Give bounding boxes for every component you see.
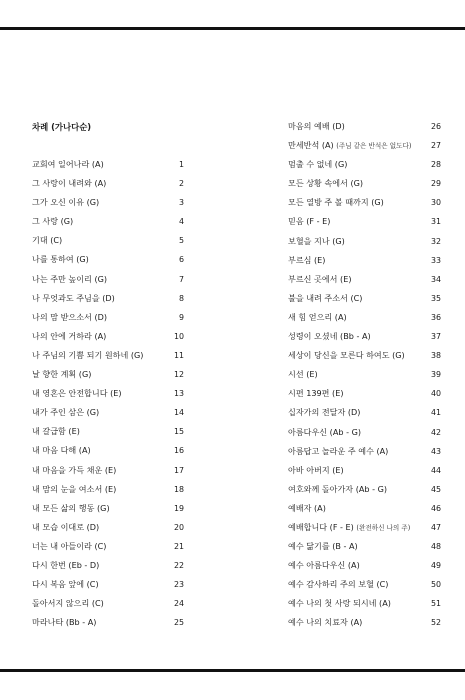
toc-entry (32, 346, 184, 365)
toc-entry-title-text: 나를 통하여 (G) (32, 254, 89, 265)
toc-entry-title (32, 231, 62, 250)
toc-entry (32, 403, 184, 422)
toc-entry (32, 441, 184, 460)
toc-entry (32, 270, 184, 289)
toc-entry-title (32, 174, 106, 193)
toc-entry-title (32, 346, 143, 365)
toc-entry-title (32, 499, 110, 518)
toc-entry-page: 46 (430, 503, 441, 513)
toc-entry (288, 480, 441, 499)
toc-entry-title-text: 날 향한 계획 (G) (32, 369, 92, 380)
toc-entry-page: 27 (430, 141, 441, 151)
toc-entry-page: 44 (430, 465, 441, 475)
toc-entry-page: 8 (178, 293, 184, 303)
toc-entry-title-text: 만세반석 (A) (288, 140, 334, 151)
toc-entry-title (288, 365, 318, 384)
toc-entry-note: (주님 같은 반석은 없도다) (336, 142, 412, 151)
toc-entry-title-text: 아름답고 놀라운 주 예수 (A) (288, 445, 389, 456)
toc-entry (288, 346, 441, 365)
toc-entry-title (288, 613, 362, 632)
toc-entry-title-text: 내 마음 다해 (A) (32, 445, 91, 456)
toc-entry-page: 13 (173, 389, 184, 399)
toc-entry-title-text: 나의 맘 받으소서 (D) (32, 311, 107, 322)
toc-entry-title-text: 내 마음을 가득 채운 (E) (32, 464, 117, 475)
toc-entry-page: 21 (173, 541, 184, 551)
toc-entry-title (288, 289, 362, 308)
toc-entry-title-text: 교회여 일어나라 (A) (32, 159, 104, 169)
toc-entry (32, 556, 184, 575)
toc-entry-title-text: 내가 주인 삼은 (G) (32, 407, 100, 418)
toc-entry (288, 155, 441, 174)
toc-entry-title-text: 여호와께 돌아가자 (Ab - G) (288, 483, 388, 494)
toc-entry-page: 26 (430, 122, 441, 131)
toc-entry-title (288, 537, 358, 556)
toc-entry-title (288, 174, 363, 193)
toc-entry-title (32, 384, 122, 403)
toc-entry-title (288, 384, 343, 403)
toc-entry-title (32, 422, 80, 441)
toc-entry (288, 270, 441, 289)
toc-entry (32, 461, 184, 480)
toc-entry (288, 232, 441, 251)
toc-entry-page: 23 (173, 580, 184, 590)
toc-entry-page: 33 (430, 255, 441, 265)
toc-entry (32, 594, 184, 613)
toc-entry-page: 50 (430, 580, 441, 590)
toc-entry (32, 308, 184, 327)
toc-entry-title-text: 나의 안에 거하라 (A) (32, 330, 107, 341)
toc-entry-page: 22 (173, 560, 184, 570)
toc-entry (288, 499, 441, 518)
toc-entry (32, 231, 184, 250)
toc-entry-page: 25 (173, 618, 184, 628)
toc-entry-title (32, 461, 116, 480)
toc-entry-title-text: 다시 복음 앞에 (C) (32, 579, 99, 590)
toc-entry-page: 31 (430, 217, 441, 227)
toc-entry (288, 575, 441, 594)
toc-entry-page: 35 (430, 293, 441, 303)
toc-entry-title-text: 그 사랑이 내려와 (A) (32, 178, 107, 189)
toc-entry-title (288, 270, 352, 289)
toc-entry-title (288, 251, 325, 270)
toc-entry-title (288, 403, 360, 422)
toc-entry-page: 20 (173, 522, 184, 532)
toc-entry-title (288, 117, 345, 136)
toc-entry-title-text: 믿음 (F - E) (288, 216, 331, 227)
toc-left-column (32, 155, 184, 632)
toc-entry-page: 24 (173, 599, 184, 609)
toc-entry (288, 289, 441, 308)
toc-entry (288, 327, 441, 346)
toc-entry-page: 14 (173, 408, 184, 418)
toc-entry-page: 7 (178, 274, 184, 284)
toc-entry-page: 10 (173, 331, 184, 341)
toc-entry (288, 117, 441, 136)
toc-entry (288, 442, 441, 461)
toc-entry-title-text: 너는 내 아들이라 (C) (32, 540, 107, 551)
toc-entry (288, 403, 441, 422)
toc-entry-title (288, 423, 361, 442)
toc-entry-page: 45 (430, 484, 441, 494)
toc-entry (32, 480, 184, 499)
toc-entry-title (288, 136, 411, 156)
toc-entry (288, 594, 441, 613)
toc-entry-title-text: 성령이 오셨네 (Bb - A) (288, 331, 371, 342)
toc-entry (288, 365, 441, 384)
toc-entry-title-text: 다시 한번 (Eb - D) (32, 559, 100, 570)
toc-entry-title (288, 327, 371, 346)
toc-entry-title (32, 155, 104, 174)
toc-entry-page: 5 (178, 236, 184, 246)
toc-entry-title (32, 403, 99, 422)
toc-entry-page: 18 (173, 484, 184, 494)
toc-entry (288, 537, 441, 556)
toc-entry-title (32, 289, 115, 308)
toc-entry-title-text: 예수 나의 첫 사랑 되시네 (A) (288, 598, 391, 609)
toc-entry (32, 289, 184, 308)
toc-entry-page: 30 (430, 198, 441, 208)
toc-entry (288, 174, 441, 193)
toc-entry-title (288, 594, 391, 613)
toc-entry-title-text: 예수 닮기를 (B - A) (288, 541, 358, 552)
toc-entry-title-text: 부르심 (E) (288, 254, 326, 265)
toc-entry-title (288, 480, 387, 499)
toc-entry-page: 32 (430, 236, 441, 246)
toc-entry (288, 212, 441, 231)
toc-entry-title-text: 세상이 당신을 모른다 하여도 (G) (288, 350, 405, 361)
toc-entry (288, 308, 441, 327)
toc-title: 차례 (가나다순) (32, 122, 92, 132)
toc-entry-page: 36 (430, 312, 441, 322)
toc-entry-title-text: 아름다우신 (Ab - G) (288, 426, 361, 437)
toc-entry-page: 1 (178, 160, 184, 169)
toc-entry-title (32, 365, 91, 384)
toc-entry (32, 174, 184, 193)
toc-entry-title-text: 예수 아름다우신 (A) (288, 560, 360, 571)
toc-entry-title-text: 불을 내려 주소서 (C) (288, 292, 363, 303)
toc-entry-title (32, 575, 99, 594)
toc-entry-page: 28 (430, 160, 441, 170)
toc-entry-title (32, 270, 107, 289)
toc-entry-title (288, 518, 410, 538)
toc-entry-title (32, 193, 99, 212)
toc-entry-title-text: 마음의 예배 (D) (288, 121, 345, 131)
toc-entry-title (32, 250, 89, 269)
toc-entry-title-text: 시선 (E) (288, 369, 318, 380)
toc-entry-title-text: 시편 139편 (E) (288, 388, 344, 399)
toc-entry-title-text: 아바 아버지 (E) (288, 464, 344, 475)
toc-entry (288, 136, 441, 155)
toc-entry-title-text: 나 주님의 기쁨 되기 원하네 (G) (32, 349, 144, 360)
toc-entry-title (288, 193, 384, 212)
toc-entry-title (32, 537, 106, 556)
toc-entry-title (32, 308, 107, 327)
toc-entry-page: 37 (430, 332, 441, 342)
toc-entry-page: 41 (430, 408, 441, 418)
toc-entry-page: 3 (178, 198, 184, 208)
toc-entry-title (32, 441, 91, 460)
toc-entry-title (32, 212, 73, 231)
toc-entry-page: 38 (430, 351, 441, 361)
top-rule (0, 27, 465, 30)
toc-entry-page: 19 (173, 503, 184, 513)
toc-entry-title (288, 556, 360, 575)
toc-entry-title-text: 내 모습 이대로 (D) (32, 521, 100, 532)
toc-entry (32, 365, 184, 384)
toc-entry (32, 499, 184, 518)
toc-entry (288, 423, 441, 442)
toc-entry (32, 193, 184, 212)
toc-entry-title (32, 327, 106, 346)
toc-right-column (288, 117, 441, 633)
toc-entry-page: 17 (173, 465, 184, 475)
toc-entry-title-text: 마라나타 (Bb - A) (32, 617, 97, 628)
toc-entry (32, 537, 184, 556)
toc-entry-title-text: 새 힘 얻으리 (A) (288, 311, 347, 322)
toc-entry-page: 6 (178, 255, 184, 265)
toc-entry (32, 155, 184, 174)
toc-entry (32, 327, 184, 346)
toc-entry-title-text: 나는 주만 높이리 (G) (32, 273, 108, 284)
toc-entry (32, 613, 184, 632)
toc-entry-page: 34 (430, 274, 441, 284)
toc-entry-title-text: 예배자 (A) (288, 502, 326, 513)
toc-entry-title-text: 내 모든 삶의 행동 (G) (32, 502, 110, 513)
toc-entry-title (288, 461, 344, 480)
toc-entry-title (288, 575, 388, 594)
toc-entry-title (288, 155, 347, 174)
toc-entry (288, 251, 441, 270)
toc-entry-page: 39 (430, 370, 441, 380)
toc-entry (288, 461, 441, 480)
toc-entry-title (288, 346, 405, 365)
toc-entry-title-text: 기대 (C) (32, 235, 63, 246)
toc-entry-page: 4 (178, 217, 184, 227)
toc-entry-title-text: 모든 열방 주 볼 때까지 (G) (288, 197, 384, 208)
toc-entry-title (32, 613, 96, 632)
toc-entry-title (32, 518, 99, 537)
toc-entry-title-text: 그가 오신 이유 (G) (32, 197, 100, 208)
toc-entry (288, 518, 441, 537)
toc-entry (32, 575, 184, 594)
toc-entry-page: 51 (430, 599, 441, 609)
toc-entry-title-text: 십자가의 전달자 (D) (288, 407, 361, 418)
toc-entry-title (288, 308, 347, 327)
toc-entry-page: 42 (430, 427, 441, 437)
toc-entry-title-text: 멈출 수 없네 (G) (288, 159, 348, 170)
toc-entry-title-text: 부르신 곳에서 (E) (288, 273, 352, 284)
toc-entry (32, 250, 184, 269)
toc-entry-note: (완전하신 나의 주) (356, 523, 411, 532)
toc-entry-title (288, 499, 326, 518)
toc-entry-title (32, 556, 99, 575)
toc-entry (288, 193, 441, 212)
toc-entry-title-text: 내 갈급함 (E) (32, 426, 80, 437)
toc-entry-title (288, 212, 330, 231)
toc-entry-title-text: 예수 나의 치료자 (A) (288, 617, 363, 628)
toc-entry-title-text: 그 사랑 (G) (32, 216, 74, 227)
toc-entry-page: 48 (430, 542, 441, 552)
bottom-rule (0, 669, 465, 672)
toc-entry-page: 49 (430, 561, 441, 571)
toc-entry (32, 518, 184, 537)
toc-entry-page: 11 (173, 350, 184, 360)
toc-entry (32, 212, 184, 231)
toc-entry-page: 15 (173, 427, 184, 437)
toc-entry-page: 12 (173, 370, 184, 380)
toc-entry-title-text: 모든 상황 속에서 (G) (288, 178, 364, 189)
toc-entry-title-text: 돌아서지 않으리 (C) (32, 598, 104, 609)
toc-entry-page: 47 (430, 522, 441, 532)
toc-entry-page: 43 (430, 446, 441, 456)
toc-entry (32, 422, 184, 441)
toc-entry-title-text: 나 무엇과도 주님을 (D) (32, 292, 115, 303)
toc-entry-title (32, 594, 104, 613)
toc-entry (288, 556, 441, 575)
toc-entry-title-text: 보혈을 지나 (G) (288, 235, 345, 246)
toc-entry (32, 384, 184, 403)
toc-entry-title (32, 480, 116, 499)
toc-entry-title-text: 예배합니다 (F - E) (288, 521, 354, 532)
toc-entry-title (288, 442, 388, 461)
toc-entry (288, 384, 441, 403)
toc-entry-page: 29 (430, 179, 441, 189)
toc-entry-title (288, 232, 345, 251)
toc-entry-page: 9 (178, 312, 184, 322)
toc-entry-title-text: 내 영혼은 안전합니다 (E) (32, 388, 122, 399)
toc-entry-page: 2 (178, 179, 184, 189)
toc-entry-page: 16 (173, 446, 184, 456)
toc-entry-page: 40 (430, 389, 441, 399)
toc-entry (288, 613, 441, 632)
toc-entry-title-text: 내 맘의 눈을 여소서 (E) (32, 483, 117, 494)
toc-entry-title-text: 예수 감사하리 주의 보혈 (C) (288, 579, 389, 590)
toc-entry-page: 52 (430, 618, 441, 628)
